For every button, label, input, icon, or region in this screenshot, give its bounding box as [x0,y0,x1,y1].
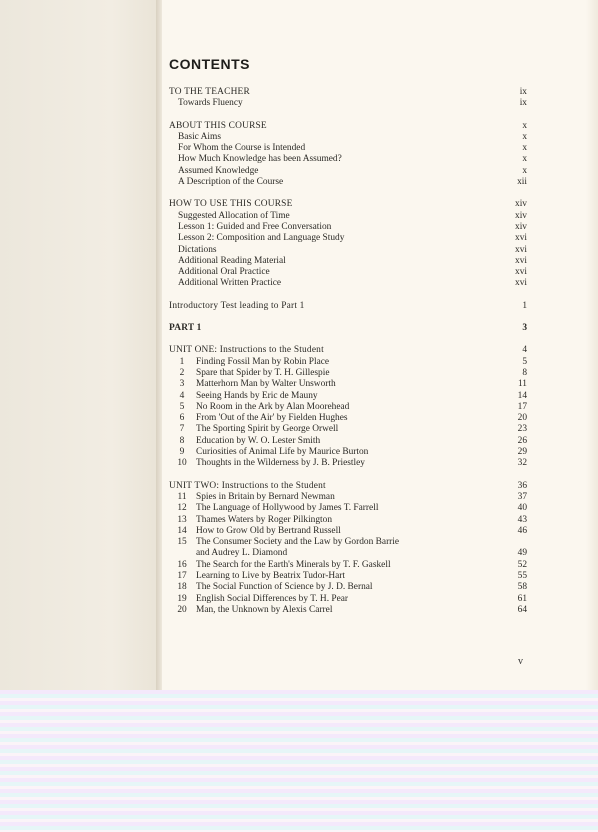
entry-page: 14 [517,390,527,401]
toc-entry [169,402,527,413]
entry-title: HOW TO USE THIS COURSE [169,199,293,210]
entry-page: 61 [517,593,527,604]
entry-title: Additional Oral Practice [178,267,270,278]
lesson-number: 11 [177,491,187,502]
entry-title: and Audrey L. Diamond [196,548,288,559]
entry-title: Dictations [178,244,217,255]
lesson-number: 14 [177,525,187,536]
page-number: v [518,656,523,667]
entry-title: Lesson 2: Composition and Language Study [178,233,345,244]
lesson-number: 13 [177,514,187,525]
entry-page: 20 [517,413,527,424]
toc-entry [169,211,527,222]
lesson-number: 5 [179,401,185,412]
entry-title: Suggested Allocation of Time [178,210,290,221]
scan-background [0,690,598,832]
toc-entry [169,379,527,390]
entry-title: From 'Out of the Air' by Fielden Hughes [196,413,348,424]
lesson-number: 9 [179,447,185,458]
entry-title: Finding Fossil Man by Robin Place [196,356,330,367]
lesson-number: 4 [179,390,185,401]
contents-page [169,56,527,616]
toc-entry [169,166,527,177]
entry-page: xvi [515,267,527,278]
lesson-number: 19 [177,593,187,604]
entry-page: xii [517,177,527,188]
lesson-number: 15 [177,537,187,548]
entry-title: Introductory Test leading to Part 1 [169,300,305,311]
lesson-number: 3 [179,379,185,390]
entry-title: Spare that Spider by T. H. Gillespie [196,367,330,378]
toc-entry [169,492,527,503]
toc-section [169,199,527,289]
entry-page: 26 [517,435,527,446]
entry-title: The Sporting Spirit by George Orwell [196,424,339,435]
toc-entry [169,560,527,571]
entry-page: 23 [517,424,527,435]
lesson-number: 12 [177,503,187,514]
toc-entry [169,605,527,616]
entry-page: 52 [517,559,527,570]
entry-page: xiv [515,199,527,210]
entry-page: x [522,131,527,142]
entry-title: Towards Fluency [178,98,243,109]
entry-title: Seeing Hands by Eric de Mauny [196,390,318,401]
entry-title: UNIT TWO: Instructions to the Student [169,480,326,491]
toc-entry [169,515,527,526]
toc-entry [169,132,527,143]
entry-page: 49 [517,548,527,559]
toc-entry [169,222,527,233]
entry-page: 64 [517,604,527,615]
entry-title: The Social Function of Science by J. D. Bernal [196,582,373,593]
entry-title: A Description of the Course [178,177,284,188]
entry-page: 40 [517,503,527,514]
entry-title: Thames Waters by Roger Pilkington [196,514,333,525]
entry-page: 4 [522,345,527,356]
lesson-number: 17 [177,570,187,581]
entry-title: The Search for the Earth's Minerals by T. F. Gaskell [196,559,391,570]
section-gap [169,470,527,481]
page-edge [586,0,598,690]
lesson-number: 7 [179,424,185,435]
toc-entry [169,267,527,278]
entry-title: How to Grow Old by Bertrand Russell [196,525,341,536]
entry-title: UNIT ONE: Instructions to the Student [169,345,324,356]
toc-section [169,87,527,110]
section-gap [169,290,527,301]
lesson-number: 1 [179,356,185,367]
entry-page: xiv [515,210,527,221]
table-of-contents [169,87,527,616]
entry-title: For Whom the Course is Intended [178,143,306,154]
toc-section [169,121,527,189]
toc-entry [169,357,527,368]
lesson-number: 8 [179,435,185,446]
entry-title: No Room in the Ark by Alan Moorehead [196,401,350,412]
section-gap [169,188,527,199]
entry-title: Matterhorn Man by Walter Unsworth [196,379,336,390]
toc-entry [169,323,527,334]
section-gap [169,334,527,345]
entry-title: Spies in Britain by Bernard Newman [196,491,335,502]
entry-title: PART 1 [169,323,202,334]
entry-title: English Social Differences by T. H. Pear [196,593,349,604]
lesson-number: 20 [177,604,187,615]
toc-entry [169,143,527,154]
toc-section [169,481,527,617]
entry-title: Additional Reading Material [178,255,286,266]
entry-page: 37 [517,491,527,502]
entry-page: 55 [517,570,527,581]
entry-title: ABOUT THIS COURSE [169,120,267,131]
facing-page [0,0,160,690]
entry-title: The Language of Hollywood by James T. Farrell [196,503,379,514]
toc-entry [169,548,527,559]
toc-entry [169,458,527,469]
toc-entry [169,503,527,514]
toc-entry [169,256,527,267]
section-gap [169,110,527,121]
toc-entry [169,391,527,402]
toc-entry [169,447,527,458]
entry-page: 32 [517,458,527,469]
lesson-number: 10 [177,458,187,469]
toc-entry [169,121,527,132]
entry-title: Thoughts in the Wilderness by J. B. Priestley [196,458,365,469]
toc-entry [169,199,527,210]
toc-entry [169,413,527,424]
entry-page: x [522,120,527,131]
entry-page: ix [519,87,527,97]
entry-title: Man, the Unknown by Alexis Carrel [196,604,333,615]
entry-page: 3 [522,323,527,334]
toc-entry [169,87,527,98]
entry-page: 58 [517,582,527,593]
section-gap [169,312,527,323]
toc-section [169,345,527,469]
toc-entry [169,278,527,289]
entry-page: xvi [515,244,527,255]
entry-title: Basic Aims [178,131,221,142]
lesson-number: 6 [179,413,185,424]
entry-page: 43 [517,514,527,525]
toc-entry [169,424,527,435]
toc-entry [169,436,527,447]
toc-entry [169,582,527,593]
lesson-number: 2 [179,367,185,378]
toc-section [169,301,527,312]
toc-entry [169,345,527,356]
entry-title: Learning to Live by Beatrix Tudor-Hart [196,570,346,581]
entry-title: Curiosities of Animal Life by Maurice Burton [196,447,369,458]
entry-title: Additional Written Practice [178,278,282,289]
entry-title: How Much Knowledge has been Assumed? [178,154,342,165]
toc-entry [169,594,527,605]
toc-entry [169,537,527,548]
entry-page: 8 [522,367,527,378]
entry-title: Lesson 1: Guided and Free Conversation [178,221,332,232]
entry-page: x [522,154,527,165]
entry-page: 5 [522,356,527,367]
entry-page: xiv [515,221,527,232]
entry-title: The Consumer Society and the Law by Gordon Barrie [196,537,400,548]
toc-entry [169,177,527,188]
toc-entry [169,245,527,256]
entry-title: Education by W. O. Lester Smith [196,435,321,446]
toc-entry [169,368,527,379]
toc-entry [169,571,527,582]
entry-page: 17 [517,401,527,412]
toc-entry [169,154,527,165]
entry-page: x [522,165,527,176]
entry-title: TO THE TEACHER [169,87,250,97]
toc-entry [169,98,527,109]
entry-page: ix [519,98,527,109]
entry-page: 1 [522,300,527,311]
toc-entry [169,481,527,492]
lesson-number: 16 [177,559,187,570]
toc-entry [169,233,527,244]
entry-page: xvi [515,233,527,244]
entry-page: 29 [517,447,527,458]
entry-page: xvi [515,255,527,266]
toc-entry [169,301,527,312]
lesson-number: 18 [177,582,187,593]
toc-entry [169,526,527,537]
entry-page: 36 [517,480,527,491]
entry-page: 11 [517,379,527,390]
entry-page: xvi [515,278,527,289]
entry-page: 46 [517,525,527,536]
page-title: CONTENTS [169,56,250,72]
entry-title: Assumed Knowledge [178,165,259,176]
toc-section [169,323,527,334]
entry-page: x [522,143,527,154]
